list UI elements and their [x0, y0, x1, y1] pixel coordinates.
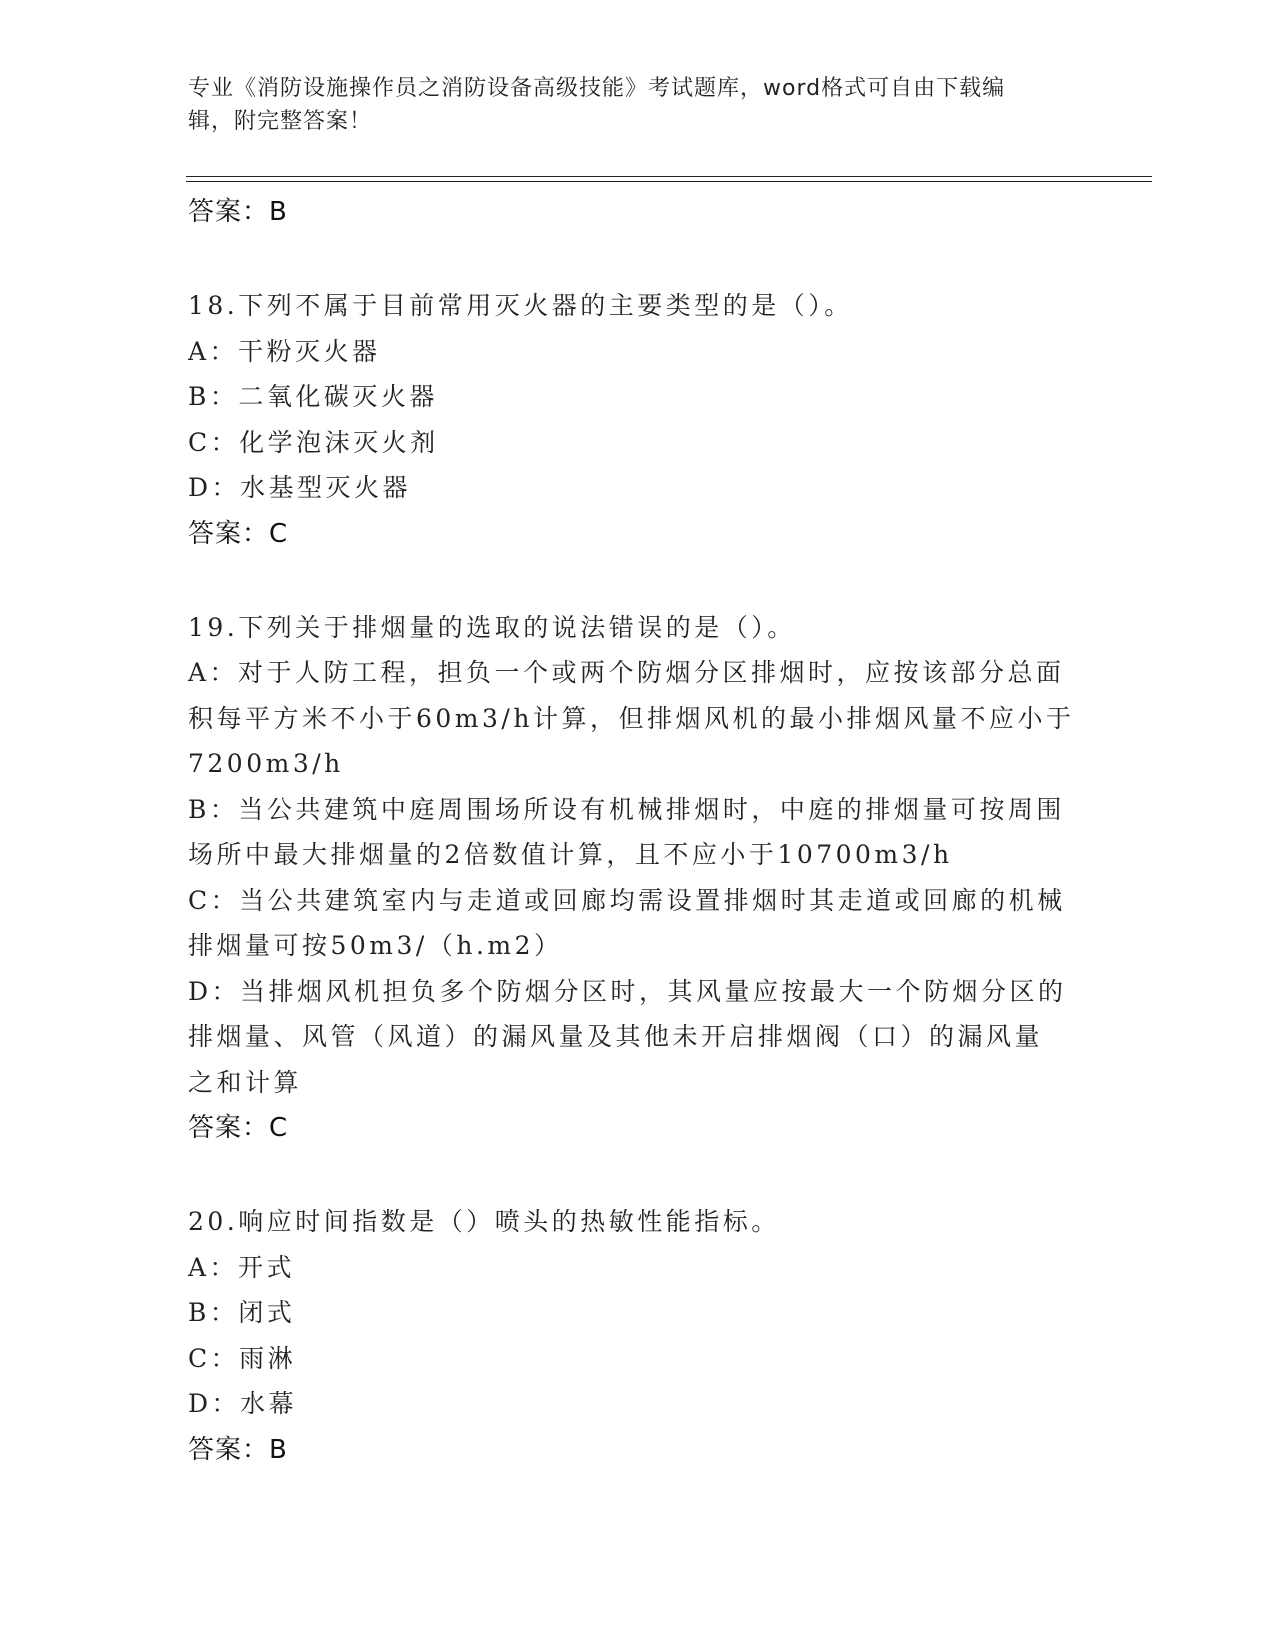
option-line: C：化学泡沫灭火剂 [188, 427, 439, 457]
question-list [188, 189, 1078, 1473]
option-d [188, 1381, 1078, 1427]
option-line: C：当公共建筑室内与走道或回廊均需设置排烟时其走道或回廊的机械 [188, 885, 1066, 915]
option-line: 排烟量可按50m3/（h.m2） [188, 931, 563, 960]
option-line: 积每平方米不小于60m3/h计算，但排烟风机的最小排烟风量不应小于 [188, 703, 1075, 733]
question-stem: 20.响应时间指数是（）喷头的热敏性能指标。 [188, 1207, 780, 1236]
answer-line: 答案：C [188, 1113, 289, 1143]
option-b [188, 1290, 1078, 1336]
answer-line: 答案：B [188, 1434, 288, 1465]
answer-line: 答案：C [188, 518, 289, 549]
questions-container [188, 283, 1078, 1473]
option-a [188, 329, 1078, 375]
question-stem: 19.下列关于排烟量的选取的说法错误的是（）。 [188, 612, 796, 642]
question-stem: 18.下列不属于目前常用灭火器的主要类型的是（）。 [188, 291, 853, 320]
option-c [188, 1336, 1078, 1382]
option-line: B：闭式 [188, 1298, 296, 1327]
option-a [188, 1245, 1078, 1291]
option-d [188, 969, 1078, 1106]
option-c [188, 420, 1078, 466]
option-line: A：对于人防工程，担负一个或两个防烟分区排烟时，应按该部分总面 [188, 658, 1065, 687]
document-header [188, 72, 1068, 138]
option-line: D：水基型灭火器 [188, 473, 412, 502]
header-line-1: 专业《消防设施操作员之消防设备高级技能》考试题库，word格式可自由下载编 [188, 76, 1006, 101]
option-line: A：开式 [188, 1252, 296, 1282]
option-a [188, 650, 1078, 787]
option-line: C：雨淋 [188, 1343, 297, 1373]
question-block [188, 1199, 1078, 1473]
option-line: A：干粉灭火器 [188, 336, 381, 366]
header-divider-top [186, 176, 1152, 177]
option-line: 场所中最大排烟量的2倍数值计算，且不应小于10700m3/h [188, 840, 953, 869]
option-line: D：水幕 [188, 1389, 298, 1418]
option-line: B：当公共建筑中庭周围场所设有机械排烟时，中庭的排烟量可按周围 [188, 794, 1065, 824]
option-c [188, 878, 1078, 969]
header-divider-bottom [186, 181, 1152, 182]
option-d [188, 465, 1078, 511]
question-block [188, 605, 1078, 1152]
question-block [188, 283, 1078, 557]
option-line: B：二氧化碳灭火器 [188, 382, 438, 411]
option-b [188, 787, 1078, 878]
header-line-2: 辑，附完整答案！ [188, 109, 373, 134]
option-line: 7200m3/h [188, 749, 344, 778]
option-b [188, 374, 1078, 420]
option-line: 排烟量、风管（风道）的漏风量及其他未开启排烟阀（口）的漏风量 [188, 1022, 1044, 1051]
previous-answer: 答案：B [188, 197, 288, 227]
option-line: D：当排烟风机担负多个防烟分区时，其风量应按最大一个防烟分区的 [188, 976, 1067, 1006]
option-line: 之和计算 [188, 1067, 303, 1097]
